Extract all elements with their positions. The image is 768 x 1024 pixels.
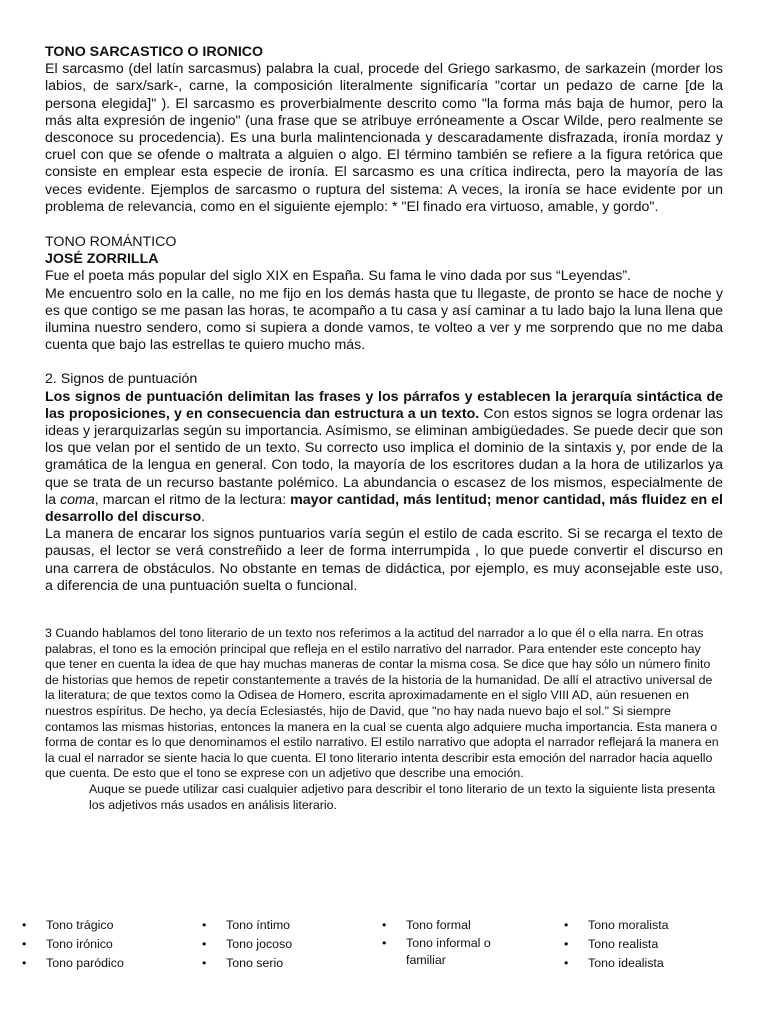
- paragraph-punctuation-style: La manera de encarar los signos puntuarios varía según el estilo de cada escrito. Si se recarga el texto de pausas, el lector se verá constreñido a leer de forma interrumpida , lo que puede convertir el discurso en una carrera de obstáculos. No obstante en temas de didáctica, por ejemplo, es muy aconsejable este uso, a diferencia de una puntuación suelta o funcional.: [45, 526, 723, 594]
- paragraph-punctuation: [45, 389, 723, 527]
- list-item: • Tono realista: [564, 935, 669, 954]
- paragraph-adjectives-intro: Auque se puede utilizar casi cualquier adjetivo para describir el tono literario de un texto la siguiente lista presenta los adjetivos más usados en análisis literario.: [89, 782, 716, 812]
- bullet-icon: •: [22, 918, 27, 932]
- paragraph-author-intro: Fue el poeta más popular del siglo XIX en España. Su fama le vino dada por sus “Leyendas”.: [45, 268, 631, 285]
- bullet-icon: •: [382, 918, 387, 932]
- list-item: • Tono irónico: [22, 935, 124, 954]
- list-item: • Tono trágico: [22, 916, 124, 935]
- list-item: • Tono formal: [382, 916, 516, 935]
- heading-romantic-tone: TONO ROMÁNTICO: [45, 234, 177, 251]
- tone-list-column-1: [22, 916, 124, 973]
- punctuation-body-c: .: [201, 509, 206, 526]
- heading-punctuation: 2. Signos de puntuación: [45, 371, 198, 388]
- document-page: [45, 44, 723, 813]
- list-item: • Tono idealista: [564, 954, 669, 973]
- punctuation-italic-word: coma: [60, 491, 95, 508]
- author-name: JOSÉ ZORRILLA: [45, 251, 159, 268]
- bullet-icon: •: [564, 937, 569, 951]
- punctuation-body-b: , marcan el ritmo de la lectura:: [94, 491, 291, 508]
- paragraph-literary-tone: 3 Cuando hablamos del tono literario de un texto nos referimos a la actitud del narrador a lo que él o ella narra. En otras palabras, el tono es la emoción principal que refleja en el estilo narrativo del narrador. Para entender este concepto hay que tener en cuenta la idea de que hay muchas maneras de contar la misma cosa. Se dice que hay sólo un número finito de historias que hemos de repetir constantemente a través de la historia de la humanidad. De allí el atractivo universal de la literatura; de que textos como la Odisea de Homero, escrita aproximadamente en el siglo VIII AD, aún resuenen en nuestros espíritus. De hecho, ya decía Eclesiastés, hijo de David, que "no hay nada nuevo bajo el sol." Si siempre contamos las mismas historias, entonces la manera en la cual se cuenta algo adquiere mucha importancia. Esta manera o forma de contar es lo que denominamos el estilo narrativo. El estilo narrativo que adopta el narrador reflejará la manera en la cual el narrador se siente hacia lo que cuenta. El tono literario intenta describir esta emoción del narrador hacia aquello que cuenta. De esto que el tono se exprese con un adjetivo que describe una emoción.: [45, 626, 719, 781]
- bullet-icon: •: [202, 918, 207, 932]
- list-item: • Tono serio: [202, 954, 292, 973]
- punctuation-lead-bold: Los signos de puntuación delimitan las frases y los párrafos y establecen la jerarquía sintáctica de las proposiciones, y en consecuencia dan estructura a un texto.: [45, 388, 723, 422]
- punctuation-bold-tail: mayor cantidad, más lentitud; menor cantidad, más fluidez en el desarrollo del discurso: [45, 491, 724, 526]
- list-item: • Tono jocoso: [202, 935, 292, 954]
- paragraph-romantic-text: Me encuentro solo en la calle, no me fijo en los demás hasta que tu llegaste, de pronto se hace de noche y es que contigo se me pasan las horas, te acompaño a tu casa y así caminar a tu lado bajo la luna llena que ilumina nuestro sendero, como si supiera a donde vamos, te volteo a ver y me sorprendo que no me daba cuenta que bajo las estrellas te quiero mucho más.: [45, 285, 723, 354]
- bullet-icon: •: [22, 956, 27, 970]
- bullet-icon: •: [22, 937, 27, 951]
- list-item: • Tono moralista: [564, 916, 669, 935]
- list-item: • Tono informal o familiar: [382, 936, 491, 967]
- tone-list-column-2: [202, 916, 292, 973]
- tone-list-column-3: [382, 916, 516, 969]
- bullet-icon: •: [202, 956, 207, 970]
- paragraph-sarcasm: El sarcasmo (del latín sarcasmus) palabra la cual, procede del Griego sarkasmo, de sarkazein (morder los labios, de sarx/sark-, carne, la composición literalmente significaría "cortar un pedazo de carne [de la persona elegida]" ). El sarcasmo es proverbialmente descrito como "la forma más baja de humor, pero la más alta expresión de ingenio" (una frase que se atribuye erróneamente a Oscar Wilde, pero realmente se desconoce su procedencia). Es una burla malintencionada y descaradamente disfrazada, ironía mordaz y cruel con que se ofende o maltrata a alguien o algo. El término también se refiere a la figura retórica que consiste en emplear esta especie de ironía. El sarcasmo es una crítica indirecta, pero la mayoría de las veces evidente. Ejemplos de sarcasmo o ruptura del sistema: A veces, la ironía se hace evidente por un problema de relevancia, como en el siguiente ejemplo: * "El finado era virtuoso, amable, y gordo".: [45, 61, 723, 215]
- bullet-icon: •: [564, 956, 569, 970]
- list-item: • Tono paródico: [22, 954, 124, 973]
- heading-sarcastic-tone: TONO SARCASTICO O IRONICO: [45, 44, 264, 60]
- punctuation-body-a: Con estos signos se logra ordenar las ideas y jerarquizarlas según su importancia. Asímismo, se eliminan ambigüedades. Se puede decir que son los que velan por el sentido de un texto. Su correcto uso implica el dominio de la sintaxis y, por ende de la gramática de la lengua en general. Con todo, la mayoría de los escritores dudan a la hora de utilizarlos ya que se trata de un recurso bastante polémico. La abundancia o escasez de los mismos, especialmente de la: [45, 405, 724, 508]
- bullet-icon: •: [564, 918, 569, 932]
- bullet-icon: •: [382, 936, 387, 950]
- tone-list-column-4: [564, 916, 669, 973]
- list-item: • Tono íntimo: [202, 916, 292, 935]
- bullet-icon: •: [202, 937, 207, 951]
